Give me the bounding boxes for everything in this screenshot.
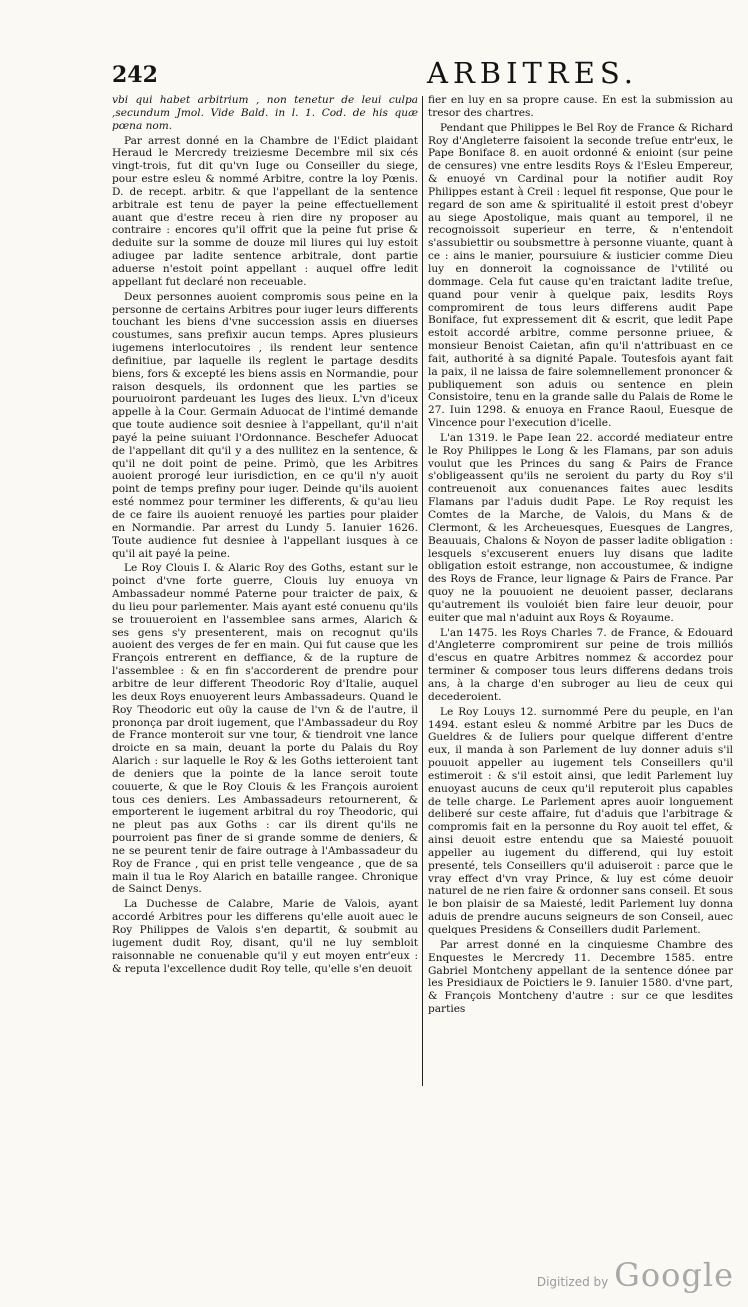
paragraph: L'an 1319. le Pape Iean 22. accordé mediateur entre le Roy Philippes le Long & les Flamans, par son aduis voulut que les Princes du sang & Pairs de France s'obligeassent qu'ils ne seroient du party du Roy s'il contreuenoit aux conuenances faites auec lesdits Flamans par l'aduis dudit Pape. Le Roy requist les Comtes de la Marche, de Valois, du Mans & de Clermont, & les Archeuesques, Euesques de Langres, Beauuais, Chalons & Noyon de passer ladite obligation : lesquels s'excuserent enuers luy disans que ladite obligation estoit estrange, non accoustumee, & indigne des Roys de France, leur lignage & Pairs de France. Par quoy ne la pouuoient ne deuoient passer, declarans qu'autrement ils vouloiét bien faire leur deuoir, pour euiter que mal n'aduint aux Roys & Royaume.: [428, 431, 733, 624]
paragraph: La Duchesse de Calabre, Marie de Valois, ayant accordé Arbitres pour les differens qu'elle auoit auec le Roy Philippes de Valois s'en departit, & soubmit au iugement dudit Roy, disant, qu'il ne luy sembloit raisonnable ne conuenable qu'il y eut moyen entr'eux : & reputa l'excellence dudit Roy telle, qu'elle s'en deuoit: [112, 898, 418, 975]
paragraph: vbi qui habet arbitrium , non tenetur de leui culpa ,secundum Jmol. Vide Bald. in l. 1. Cod. de his quæ pœna nom.: [112, 94, 418, 132]
paragraph: Deux personnes auoient compromis sous peine en la personne de certains Arbitres pour iuger leurs differents touchant les biens d'vne succession assis en diuerses coustumes, sans prefixir aucun temps. Apres plusieurs iugemens interlocutoires , ils rendent leur sentence definitiue, par laquelle ils reglent le partage desdits biens, fors & excepté les biens assis en Normandie, pour raison desquels, ils ordonnent que les parties se pouruoiront pardeuant les Iuges des lieux. L'vn d'iceux appelle à la Cour. Germain Aduocat de l'intimé demande que toute audience soit desniee à l'appellant, qu'il n'ait payé la peine suiuant l'Ordonnance. Beschefer Aduocat de l'appellant dit qu'il y a des nullitez en la sentence, & qu'il ne doit point de peine. Primò, que les Arbitres auoient prorogé leur iurisdiction, en ce qu'il n'y auoit point de temps prefiny pour iuger. Deinde qu'ils auoient esté nommez pour terminer les differents, & qu'au lieu de ce faire ils auoient renuoyé les parties pour plaider en Normandie. Par arrest du Lundy 5. Ianuier 1626. Toute audience fut desniee à l'appellant iusques à ce qu'il ait payé la peine.: [112, 290, 418, 560]
left-column: [112, 94, 418, 1094]
page-header: [112, 52, 724, 96]
paragraph: Le Roy Clouis I. & Alaric Roy des Goths, estant sur le poinct d'vne forte guerre, Clouis luy enuoya vn Ambassadeur nommé Paterne pour traicter de paix, & du lieu pour parlementer. Mais ayant esté conuenu qu'ils se trouueroient en l'assemblee sans armes, Alarich & ses gens s'y presenterent, mais on recognut qu'ils auoient des verges de fer en main. Qui fut cause que les François entrerent en deffiance, & de la rupture de l'assemblee : & en fin s'accorderent de prendre pour arbitre de leur different Theodoric Roy d'Italie, auquel les deux Roys enuoyerent leurs Ambassadeurs. Quand le Roy Theodoric eut oüy la cause de l'vn & de l'autre, il prononça par droit iugement, que l'Ambassadeur du Roy de France monteroit sur vne tour, & tiendroit vne lance droicte en sa main, deuant la porte du Palais du Roy Alarich : sur laquelle le Roy & les Goths ietteroient tant de deniers que la pointe de la lance seroit toute couuerte, & que le Roy Clouis & les François auroient tous ces deniers. Les Ambassadeurs retournerent, & emporterent le iugement arbitral du roy Theodoric, qui ne pleut pas aux Goths : car ils dirent qu'ils ne pourroient pas finer de si grande somme de deniers, & ne se peurent tenir de faire outrage à l'Ambassadeur du Roy de France , qui en prist telle vengeance , que de sa main il tua le Roy Alarich en bataille rangee. Chronique de Sainct Denys.: [112, 562, 418, 896]
page-number: 242: [112, 62, 158, 88]
right-column: [428, 94, 733, 1094]
paragraph: Pendant que Philippes le Bel Roy de France & Richard Roy d'Angleterre faisoient la seconde treſue entr'eux, le Pape Boniface 8. en auoit ordonné & enioint (sur peine de censures) vne entre lesdits Roys & l'Esleu Empereur, & enuoyé vn Cardinal pour la notifier audit Roy Philippes estant à Creil : lequel fit response, Que pour le regard de son ame & spiritualité il estoit prest d'obeyr au siege Apostolique, mais quant au temporel, il ne recognoissoit superieur en terre, & n'entendoit s'assubiettir ou soubsmettre à personne viuante, quant à ce : ains le manier, poursuiure & iusticier comme Dieu luy en donneroit la cognoissance de l'vtilité ou dommage. Cela fut cause qu'en traictant ladite treſue, quand pour venir à quelque paix, lesdits Roys compromirent de tous leurs differens audit Pape Boniface, fut expressement dit & escrit, que ledit Pape estoit accordé arbitre, comme personne priuee, & monsieur Benoist Caietan, afin qu'il n'attribuast en ce fait, authorité à sa dignité Papale. Toutesfois ayant fait la paix, il ne laissa de faire solemnellement prononcer & publiquement son aduis ou sentence en plein Consistoire, tenu en la grande salle du Palais de Rome le 27. Iuin 1298. & enuoya en France Raoul, Euesque de Vincence pour l'execution d'icelle.: [428, 121, 733, 430]
watermark-caption: Digitized by: [536, 1275, 609, 1289]
paragraph: Par arrest donné en la Chambre de l'Edict plaidant Heraud le Mercredy treiziesme Decembre mil six cés vingt-trois, fut dit qu'vn Iuge ou Conseiller du siege, pour estre esleu & nommé Arbitre, contre la loy Pœnis. D. de recept. arbitr. & que l'appellant de la sentence arbitrale est tenu de payer la peine effectuellement auant que d'estre receu à rien dire ny proposer au contraire : encores qu'il offrit que la peine fut prise & deduite sur la somme de douze mil liures qui luy estoit adiugee par ladite sentence arbitrale, dont partie aduerse n'estoit point appellant : auquel offre ledit appellant fut declaré non receuable.: [112, 134, 418, 288]
paragraph: Par arrest donné en la cinquiesme Chambre des Enquestes le Mercredy 11. Decembre 1585. entre Gabriel Montcheny appellant de la sentence dónee par les Presidiaux de Poictiers le 9. Ianuier 1580. d'vne part, & François Montcheny d'autre : sur ce que lesdites parties: [428, 938, 733, 1016]
paragraph: L'an 1475. les Roys Charles 7. de France, & Edouard d'Angleterre compromirent sur peine de trois milliós d'escus en quatre Arbitres nommez & accordez pour terminer & composer tous leurs differens dedans trois ans, à la charge d'en subroger au lieu de ceux qui decederoient.: [428, 626, 733, 703]
paragraph: Le Roy Louys 12. surnommé Pere du peuple, en l'an 1494. estant esleu & nommé Arbitre par les Ducs de Gueldres & de Iuliers pour quelque different d'entre eux, il manda à son Parlement de luy donner aduis s'il pouuoit appeller au iugement tels Conseillers qu'il estimeroit : & s'il estoit ainsi, que ledit Parlement luy enuoyast aucuns de ceux qu'il reputeroit plus capables de telle charge. Le Parlement apres auoir longuement deliberé sur ceste affaire, fut d'aduis que l'arbitrage & compromis fait en la personne du Roy auoit tel effet, & ainsi deuoit estre entendu que sa Maiesté pouuoit appeller au iugement du differend, qui luy estoit presenté, tels Conseillers qu'il aduiseroit : parce que le vray effect d'vn vray Prince, & luy est cóme deuoir naturel de ne rien faire & ordonner sans conseil. Et sous le bon plaisir de sa Maiesté, ledit Parlement luy donna aduis de prendre aucuns seigneurs de son Conseil, auec quelques Presidens & Conseillers dudit Parlement.: [428, 705, 733, 936]
running-title: ARBITRES.: [427, 56, 638, 90]
paragraph: fier en luy en sa propre cause. En est la submission au tresor des chartres.: [428, 94, 733, 119]
google-logo: Google: [614, 1256, 734, 1294]
column-divider: [422, 96, 423, 1086]
digitized-watermark: [537, 1256, 734, 1294]
